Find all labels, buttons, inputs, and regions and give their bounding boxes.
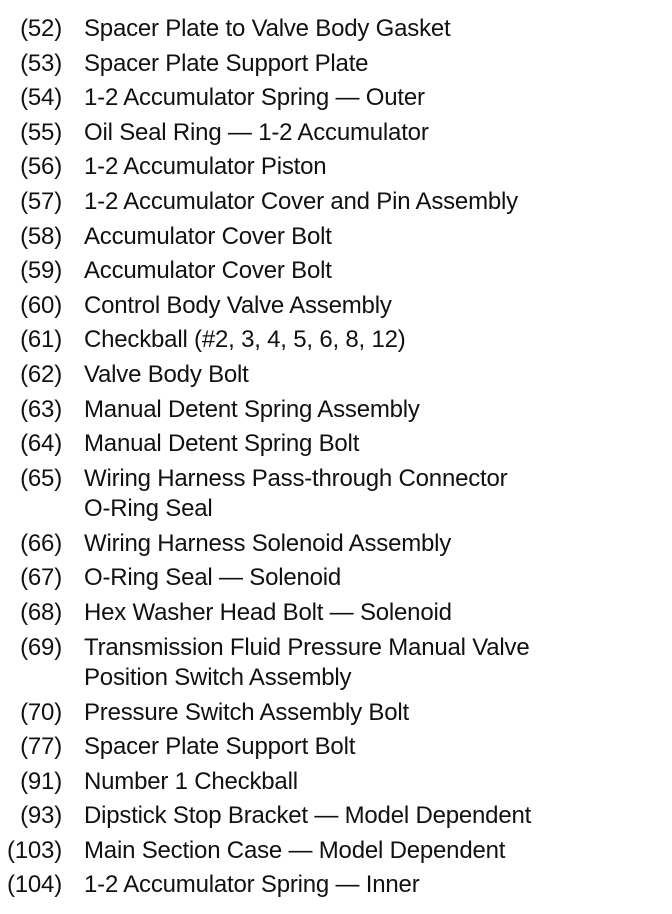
item-number: (61) bbox=[20, 326, 62, 354]
legend-item bbox=[0, 631, 672, 693]
item-number: (67) bbox=[20, 564, 62, 592]
item-number: (53) bbox=[20, 49, 62, 77]
parts-legend-list bbox=[0, 12, 672, 903]
item-number: (58) bbox=[20, 222, 62, 250]
legend-item bbox=[0, 150, 672, 185]
item-number: (93) bbox=[20, 802, 62, 830]
item-number: (65) bbox=[20, 464, 62, 492]
legend-item bbox=[0, 116, 672, 151]
item-number: (70) bbox=[20, 698, 62, 726]
item-number: (56) bbox=[20, 153, 62, 181]
legend-item bbox=[0, 730, 672, 765]
item-number: (104) bbox=[6, 871, 62, 899]
item-description: Control Body Valve Assembly bbox=[84, 291, 392, 319]
item-description: Accumulator Cover Bolt bbox=[84, 257, 332, 285]
item-number: (55) bbox=[20, 118, 62, 146]
legend-item bbox=[0, 254, 672, 289]
item-description: 1-2 Accumulator Piston bbox=[84, 153, 327, 181]
item-description: Pressure Switch Assembly Bolt bbox=[84, 698, 409, 726]
legend-item bbox=[0, 561, 672, 596]
item-description: Spacer Plate to Valve Body Gasket bbox=[84, 15, 451, 42]
item-description: Hex Washer Head Bolt — Solenoid bbox=[84, 598, 452, 626]
item-description: 1-2 Accumulator Spring — Outer bbox=[84, 84, 425, 112]
item-description: 1-2 Accumulator Cover and Pin Assembly bbox=[84, 187, 518, 215]
item-number: (91) bbox=[20, 767, 62, 795]
legend-item bbox=[0, 462, 672, 524]
item-description: Number 1 Checkball bbox=[84, 767, 298, 795]
item-description: O-Ring Seal — Solenoid bbox=[84, 564, 342, 592]
item-description: Valve Body Bolt bbox=[84, 360, 249, 388]
legend-item bbox=[0, 527, 672, 562]
item-number: (63) bbox=[20, 395, 62, 423]
legend-item bbox=[0, 696, 672, 731]
item-description: 1-2 Accumulator Spring — Inner bbox=[84, 871, 420, 899]
legend-item bbox=[0, 47, 672, 82]
item-number: (54) bbox=[20, 84, 62, 112]
legend-item bbox=[0, 834, 672, 869]
legend-item bbox=[0, 12, 672, 47]
item-number: (103) bbox=[6, 836, 62, 864]
legend-item bbox=[0, 358, 672, 393]
item-description: Dipstick Stop Bracket — Model Dependent bbox=[84, 802, 532, 830]
legend-item bbox=[0, 220, 672, 255]
legend-item bbox=[0, 393, 672, 428]
item-number: (60) bbox=[20, 291, 62, 319]
legend-item bbox=[0, 765, 672, 800]
legend-item bbox=[0, 596, 672, 631]
legend-item bbox=[0, 799, 672, 834]
item-description: Transmission Fluid Pressure Manual Valve Position Switch Assembly bbox=[84, 633, 530, 691]
legend-item bbox=[0, 427, 672, 462]
item-number: (59) bbox=[20, 257, 62, 285]
item-number: (52) bbox=[20, 15, 62, 42]
item-description: Wiring Harness Solenoid Assembly bbox=[84, 529, 452, 557]
item-description: Spacer Plate Support Bolt bbox=[84, 733, 356, 761]
item-number: (62) bbox=[20, 360, 62, 388]
item-number: (77) bbox=[20, 733, 62, 761]
item-description: Main Section Case — Model Dependent bbox=[84, 836, 506, 864]
legend-item bbox=[0, 81, 672, 116]
item-description: Checkball (#2, 3, 4, 5, 6, 8, 12) bbox=[84, 326, 406, 354]
item-number: (64) bbox=[20, 430, 62, 458]
item-number: (68) bbox=[20, 598, 62, 626]
legend-item bbox=[0, 289, 672, 324]
item-description: Wiring Harness Pass-through Connector O-Ring Seal bbox=[84, 464, 508, 522]
item-description: Spacer Plate Support Plate bbox=[84, 49, 369, 77]
legend-item bbox=[0, 868, 672, 903]
item-number: (69) bbox=[20, 633, 62, 661]
item-number: (57) bbox=[20, 187, 62, 215]
item-description: Manual Detent Spring Assembly bbox=[84, 395, 420, 423]
item-description: Accumulator Cover Bolt bbox=[84, 222, 332, 250]
legend-item bbox=[0, 185, 672, 220]
item-description: Oil Seal Ring — 1-2 Accumulator bbox=[84, 118, 429, 146]
item-description: Manual Detent Spring Bolt bbox=[84, 430, 360, 458]
legend-item bbox=[0, 323, 672, 358]
item-number: (66) bbox=[20, 529, 62, 557]
